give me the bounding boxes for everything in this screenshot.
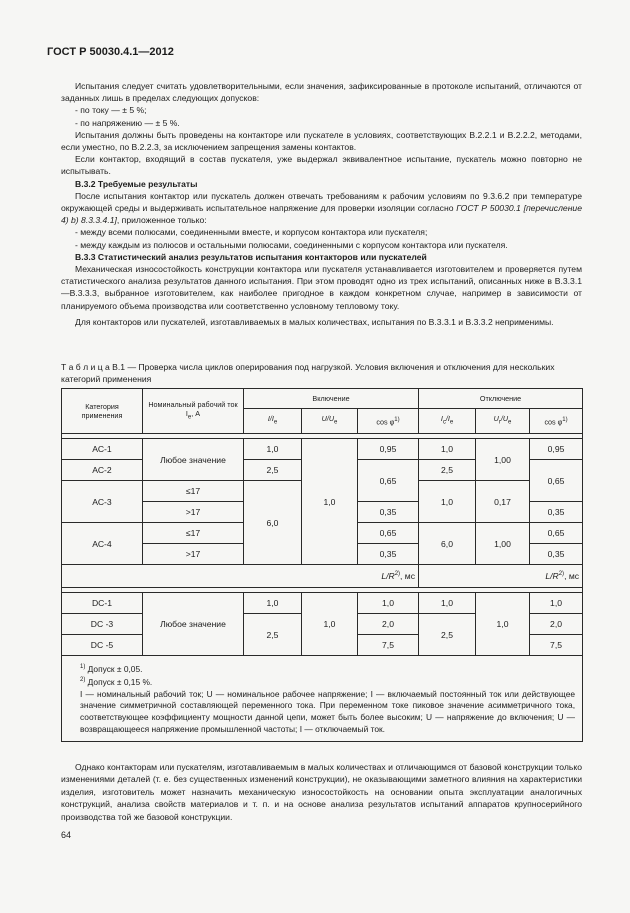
cell-u-ue: 1,0 (302, 593, 358, 656)
cell-ic-ie: 1,0 (419, 439, 476, 460)
table-row (62, 439, 583, 460)
paragraph: Для контакторов или пускателей, изготавливаемых в малых количествах, испытания по В.3.3.1 и В.3.3.2 неприменимы. (75, 316, 554, 327)
list-item: - между всеми полюсами, соединенными вместе, и корпусом контактора или пускателя; (75, 227, 428, 238)
header-cos-phi: $\cos \varphi^{1)}$ (358, 409, 419, 434)
paragraph: Механическая износостойкость конструкции контактора или пускателя устанавливается изготовителем и проверяется путем статистического анализа результатов данного испытания. При этом проводят одно из трех испытаний, описанных ниже в В.3.3.1—В.3.3.3, выбранное изготовителем, как наиболее пригодное в каждом конкретном случае, например в зависимости от планируемого объема производства или соответственно условному тепловому току. (61, 264, 582, 311)
cell-lr: 1,0 (358, 593, 419, 614)
list-item: - по току — ± 5 %; (75, 105, 147, 116)
paragraph: Если контактор, входящий в состав пускателя, уже выдержал эквивалентное испытание, пускатель можно повторно не испытывать. (61, 154, 582, 177)
table-caption: Т а б л и ц а В.1 — Проверка числа циклов оперирования под нагрузкой. Условия включения и отключения для нескольких категорий применения (61, 362, 555, 384)
section-heading: В.3.3 Статистический анализ результатов испытания контакторов или пускателей (75, 251, 427, 262)
cell-ic-ie: 6,0 (419, 523, 476, 565)
cell-cos-phi: 0,65 (358, 523, 419, 544)
table-footnotes (62, 656, 583, 742)
header-category: Категория применения (62, 389, 143, 434)
list-item: - по напряжению — ± 5 %. (75, 117, 180, 128)
header-u-ue: $U/U_e$ (302, 409, 358, 434)
cell-ic-ie: 1,0 (419, 593, 476, 614)
header-i-ie: $I/I_e$ (244, 409, 302, 434)
cell-ic-ie: 2,5 (419, 614, 476, 656)
footnote-legend: I — номинальный рабочий ток; U — номинальное рабочее напряжение; I — включаемый постоянный ток или действующее значение симметричной составляющей переменного тока. При переменном токе пиковое значение асимметричного тока, соответствующее коэффициенту мощности данной цепи, может быть более высоким; U — напряжение до включения; U — возвращающееся напряжение промышленной частоты; I — отключаемый ток. (80, 688, 576, 734)
cell-ic-ie: 1,0 (419, 481, 476, 523)
cell-i-ie: 2,5 (244, 460, 302, 481)
list-item: - между каждым из полюсов и остальными полюсами, соединенными с корпусом контактора или пускателя. (75, 239, 508, 250)
cell-cos-phi: 0,35 (358, 502, 419, 523)
header-ic-ie: $I_c/I_e$ (419, 409, 476, 434)
cell-ur-ue: 1,0 (476, 593, 530, 656)
cell-ic-ie: 2,5 (419, 460, 476, 481)
paragraph: После испытания контактор или пускатель должен отвечать требованиям к рабочим условиям по 9.3.6.2 при температуре окружающей среды и выдерживать испытательное напряжение для проверки изоляции согласно ГОСТ Р 50030.1 [перечисление 4) b) 8.3.3.4.1], приложенное только: (61, 190, 582, 226)
header-lr: $L/R^{2)}$, мс (358, 565, 419, 588)
cell-cos-phi: 0,65 (358, 460, 419, 502)
cell-i-ie: 1,0 (244, 439, 302, 460)
cell-i-ie: 6,0 (244, 481, 302, 565)
cell-cos-phi: 0,65 (530, 523, 583, 544)
cell-i-ie: 2,5 (244, 614, 302, 656)
cell-rated-current: >17 (143, 544, 244, 565)
paragraph: Испытания следует считать удовлетворительными, если значения, зафиксированные в протоколе испытаний, отличаются от заданных лишь в пределах следующих допусков: (61, 81, 582, 104)
cell-ur-ue: 0,17 (476, 481, 530, 523)
cell-lr: 7,5 (530, 635, 583, 656)
cell-category: DC -5 (62, 635, 143, 656)
table-row (62, 593, 583, 614)
cell-ur-ue: 1,00 (476, 523, 530, 565)
cell-rated-current: ≤17 (143, 523, 244, 544)
cell-cos-phi: 0,35 (358, 544, 419, 565)
cell-lr: 1,0 (530, 593, 583, 614)
cell-category: DC -3 (62, 614, 143, 635)
closing-paragraph: Однако контакторам или пускателям, изготавливаемым в малых количествах и отличающимся от базовой конструкции только изменениями деталей (т. е. без существенных изменений конструкции), не оказывающими заметного влияния на характеристики изделия, изготовитель может назначить механическую износостойкость на основании опыта эксплуатации аналогичных конструкций, анализа свойств материалов и т. п. и на основе анализа результатов испытаний аппаратов крупносерийного производства той же базовой конструкции. (61, 762, 582, 822)
cell-rated-current: Любое значение (143, 439, 244, 481)
header-ur-ue: $U_r/U_e$ (476, 409, 530, 434)
conditions-table (61, 388, 583, 742)
footnote: $^{1)}$ Допуск ± 0,05. (80, 663, 143, 674)
document-header: ГОСТ Р 50030.4.1—2012 (47, 46, 174, 58)
cell-i-ie: 1,0 (244, 593, 302, 614)
cell-lr: 7,5 (358, 635, 419, 656)
cell-cos-phi: 0,95 (530, 439, 583, 460)
footnote: $^{2)}$ Допуск ± 0,15 %. (80, 677, 153, 688)
body-text (61, 80, 582, 328)
cell-rated-current: ≤17 (143, 481, 244, 502)
cell-cos-phi: 0,65 (530, 460, 583, 502)
header-break: Отключение (419, 389, 583, 409)
table-header-row (62, 389, 583, 409)
header-rated-current: Номинальный рабочий ток $I_e$, А (143, 389, 244, 434)
header-make: Включение (244, 389, 419, 409)
cell-category: АС-3 (62, 481, 143, 523)
cell-category: АС-1 (62, 439, 143, 460)
cell-cos-phi: 0,35 (530, 502, 583, 523)
cell-ur-ue: 1,00 (476, 439, 530, 481)
header-cos-phi: $\cos \varphi^{1)}$ (530, 409, 583, 434)
cell-lr: 2,0 (358, 614, 419, 635)
header-lr: $L/R^{2)}$, мс (530, 565, 583, 588)
cell-category: АС-2 (62, 460, 143, 481)
cell-u-ue: 1,0 (302, 439, 358, 565)
table-subheader-row (62, 565, 583, 588)
cell-cos-phi: 0,95 (358, 439, 419, 460)
page-number: 64 (61, 830, 72, 840)
section-heading: В.3.2 Требуемые результаты (75, 178, 198, 189)
cell-category: АС-4 (62, 523, 143, 565)
cell-lr: 2,0 (530, 614, 583, 635)
cell-rated-current: Любое значение (143, 593, 244, 656)
cell-cos-phi: 0,35 (530, 544, 583, 565)
paragraph: Испытания должны быть проведены на контакторе или пускателе в условиях, соответствующих В.2.2.1 и В.2.2.2, методами, если уместно, по В.2.2.3, за исключением запрещения замены контактов. (61, 129, 582, 153)
standard-reference: ГОСТ Р 50030.1 [перечисление 4) b) 8.3.3.4.1] (61, 203, 582, 226)
cell-category: DC-1 (62, 593, 143, 614)
table-footnotes-row (62, 656, 583, 742)
cell-rated-current: >17 (143, 502, 244, 523)
